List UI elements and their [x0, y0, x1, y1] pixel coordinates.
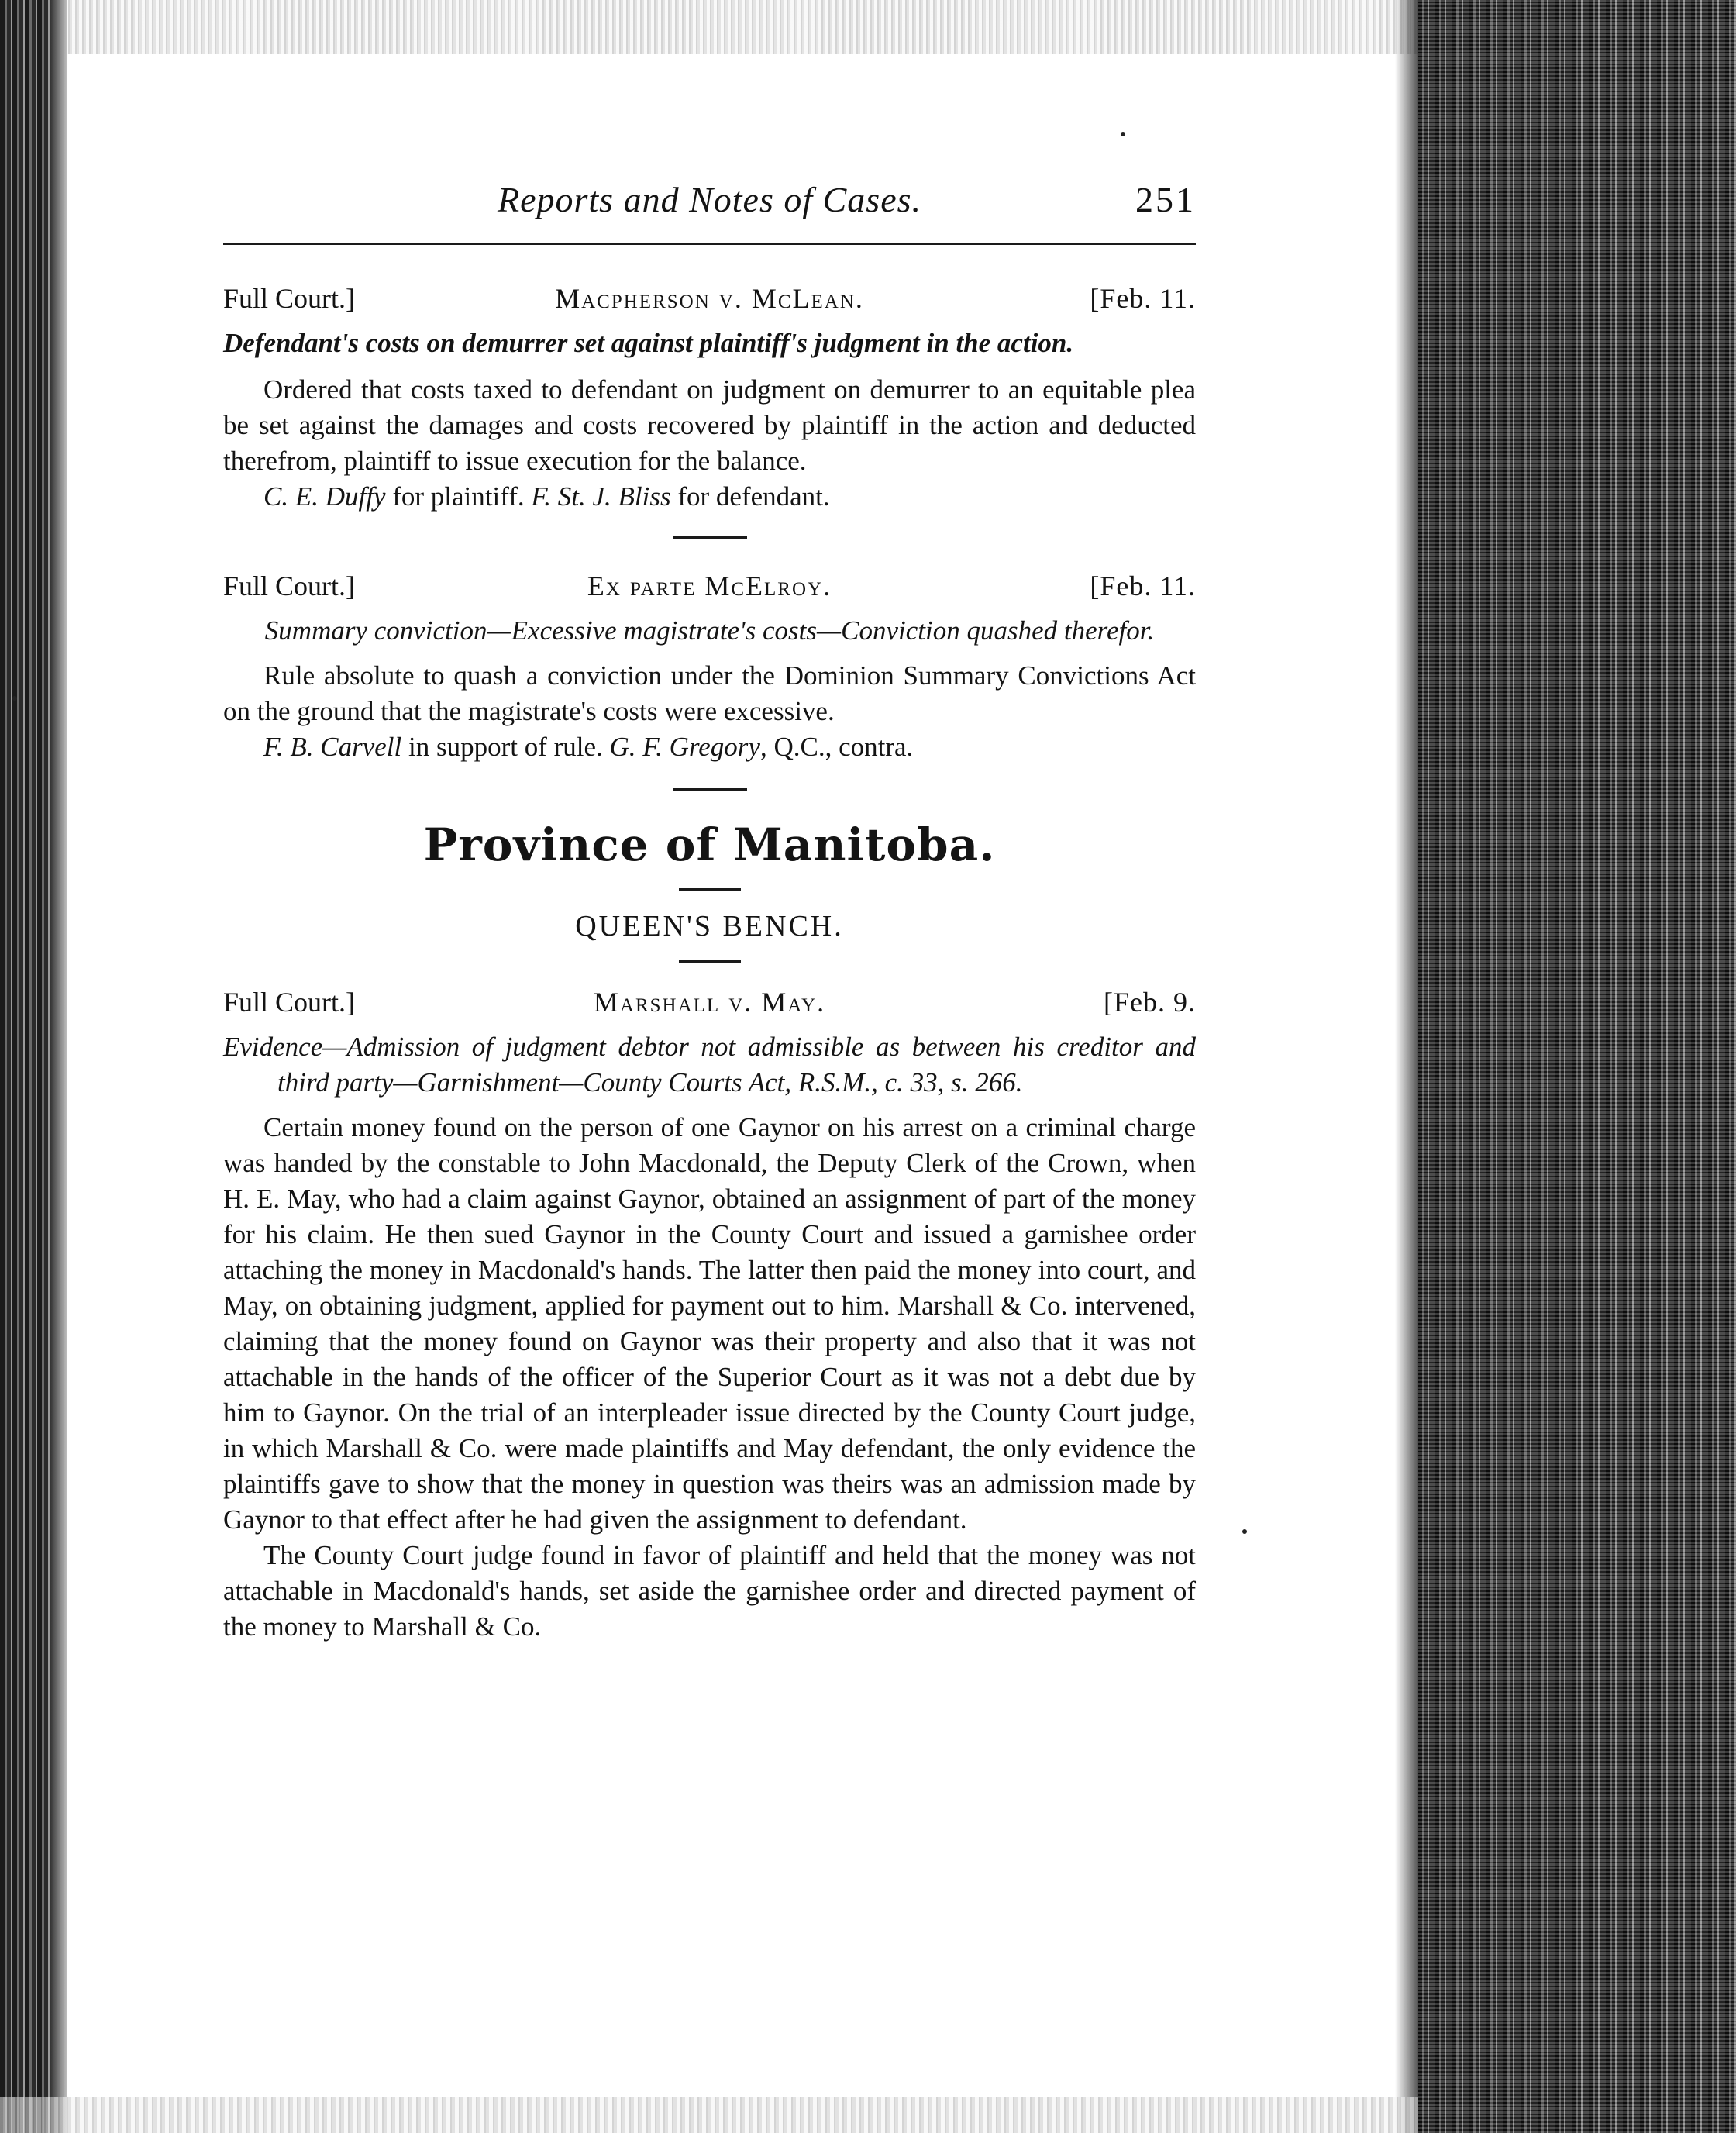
- scan-left-border: [0, 0, 50, 2133]
- counsel-name: F. B. Carvell: [264, 732, 402, 762]
- case-date: [Feb. 9.: [1104, 987, 1196, 1018]
- case-headnote: Defendant's costs on demurrer set against plaintiff's judgment in the action.: [223, 328, 1074, 358]
- case-headnote: Summary conviction—Excessive magistrate's costs—Conviction quashed therefor.: [264, 615, 1155, 646]
- speck: [1121, 132, 1125, 136]
- counsel-name: G. F. Gregory: [609, 732, 760, 762]
- counsel-role: , Q.C., contra.: [760, 732, 914, 762]
- court-name: QUEEN'S BENCH.: [575, 910, 844, 942]
- case-date: [Feb. 11.: [1090, 283, 1196, 314]
- speck: [12, 696, 17, 701]
- running-title: Reports and Notes of Cases.: [497, 180, 922, 219]
- case-heading: [223, 986, 1196, 1029]
- counsel-name: F. St. J. Bliss: [531, 481, 671, 512]
- province-heading: Province of Manitoba.: [423, 818, 996, 871]
- counsel-role: in support of rule.: [401, 732, 610, 762]
- scan-right-border: [1418, 0, 1736, 2133]
- page-number: 251: [1135, 180, 1196, 219]
- case-name: Ex parte McElroy.: [587, 570, 832, 601]
- counsel-role: for plaintiff.: [385, 481, 532, 512]
- speck: [1242, 1529, 1247, 1534]
- case-name: Macpherson v. McLean.: [555, 283, 864, 314]
- scan-left-shadow: [50, 0, 67, 2133]
- case-court: Full Court.]: [223, 570, 356, 601]
- case-counsel: [223, 729, 1196, 765]
- running-head: [223, 174, 1196, 245]
- case-body: The County Court judge found in favor of plaintiff and held that the money was not attachable in Macdonald's hands, set aside the garnishee order and directed payment of the money to Marshall & Co.: [223, 1540, 1196, 1642]
- case-body: Rule absolute to quash a conviction under the Dominion Summary Convictions Act on the ground that the magistrate's costs were excessive.: [223, 660, 1196, 726]
- case-heading: [223, 570, 1196, 613]
- case-court: Full Court.]: [223, 283, 356, 314]
- counsel-name: C. E. Duffy: [264, 481, 386, 512]
- case-counsel: [223, 479, 1196, 515]
- case-headnote: Evidence—Admission of judgment debtor not admissible as between his creditor and third party—Garnishment—County Courts Act, R.S.M., c. 33, s. 266.: [223, 1032, 1196, 1098]
- case-body: Ordered that costs taxed to defendant on judgment on demurrer to an equitable plea be set against the damages and costs recovered by plaintiff in the action and deducted therefrom, plaintiff to issue execution for the balance.: [223, 374, 1196, 476]
- case-date: [Feb. 11.: [1090, 570, 1196, 601]
- case-name: Marshall v. May.: [593, 987, 826, 1018]
- case-court: Full Court.]: [223, 987, 356, 1018]
- scan-top-edge: [0, 0, 1418, 54]
- case-heading: [223, 282, 1196, 326]
- scan-bottom-edge: [0, 2097, 1418, 2133]
- counsel-role: for defendant.: [670, 481, 830, 512]
- case-body: Certain money found on the person of one Gaynor on his arrest on a criminal charge was handed by the constable to John Macdonald, the Deputy Clerk of the Crown, when H. E. May, who had a claim against Gaynor, obtained an assignment of part of the money for his claim. He then sued Gaynor in the County Court and issued a garnishee order attaching the money in Macdonald's hands. The latter then paid the money into court, and May, on obtaining judgment, applied for payment out to him. Marshall & Co. intervened, claiming that the money found on Gaynor was their property and also that it was not attachable in the hands of the officer of the Superior Court as it was not a debt due by him to Gaynor. On the trial of an interpleader issue directed by the County Court judge, in which Marshall & Co. were made plaintiffs and May defendant, the only evidence the plaintiffs gave to show that the money in question was theirs was an admission made by Gaynor to that effect after he had given the assignment to defendant.: [223, 1112, 1196, 1535]
- document-page: [223, 174, 1196, 1645]
